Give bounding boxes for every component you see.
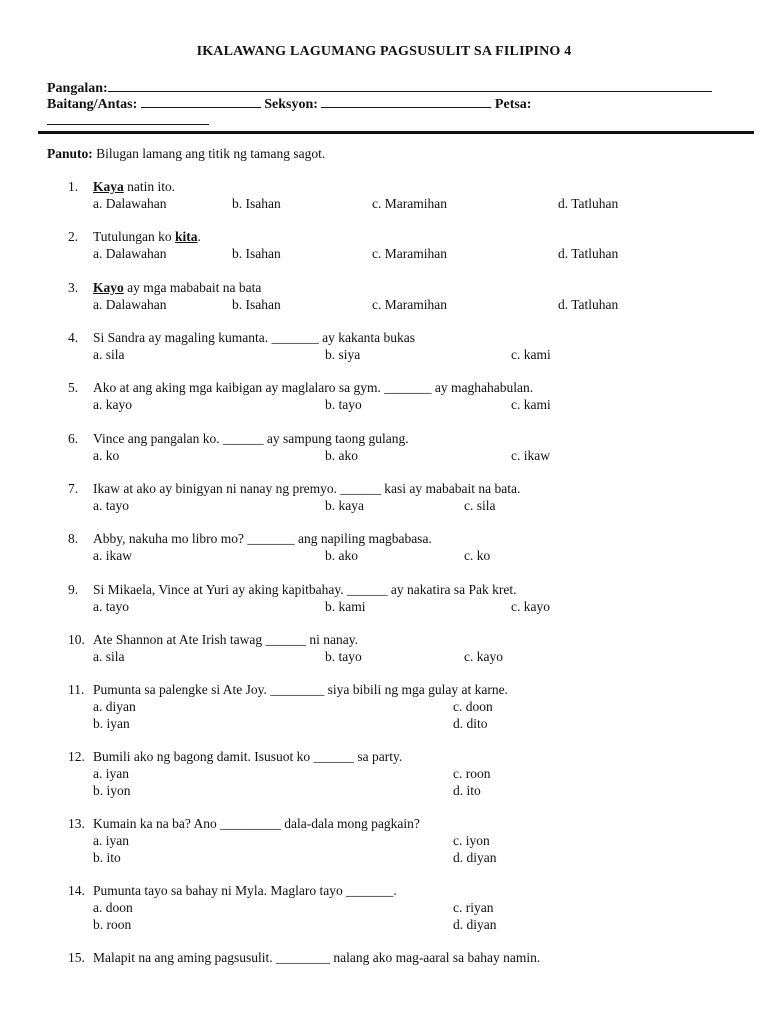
answer-option[interactable]: c. Maramihan <box>372 297 447 312</box>
answer-option[interactable]: c. Maramihan <box>372 196 447 211</box>
name-field[interactable] <box>108 79 712 92</box>
answer-option[interactable]: c. iyon <box>453 833 490 848</box>
question-suffix: ay mga mababait na bata <box>123 280 262 295</box>
answer-option[interactable]: b. ako <box>325 448 358 463</box>
question-number: 3. <box>68 280 79 295</box>
answer-option[interactable]: b. tayo <box>325 649 362 664</box>
question-number: 8. <box>68 531 79 546</box>
question-number: 13. <box>68 816 85 831</box>
question-text <box>93 229 201 245</box>
date-field[interactable] <box>47 112 209 125</box>
question-text: Pumunta sa palengke si Ate Joy. ________ siya bibili ng mga gulay at karne. <box>93 682 508 697</box>
answer-option[interactable]: a. tayo <box>93 599 129 614</box>
header-divider <box>38 131 754 134</box>
question-text: Ako at ang aking mga kaibigan ay maglalaro sa gym. _______ ay maghahabulan. <box>93 380 534 395</box>
answer-option[interactable]: c. ikaw <box>511 448 550 463</box>
answer-option[interactable]: c. roon <box>453 766 491 781</box>
answer-option[interactable]: d. Tatluhan <box>558 246 619 261</box>
answer-option[interactable]: b. kaya <box>325 498 364 513</box>
question-text: Ate Shannon at Ate Irish tawag ______ ni nanay. <box>93 632 358 647</box>
answer-option[interactable]: a. Dalawahan <box>93 246 167 261</box>
answer-option[interactable]: a. tayo <box>93 498 129 513</box>
answer-option[interactable]: b. ito <box>93 850 121 865</box>
grade-label: Baitang/Antas: <box>47 97 138 112</box>
grade-section-row <box>47 95 531 113</box>
question-number: 4. <box>68 330 79 345</box>
question-suffix: natin ito. <box>123 179 176 194</box>
answer-option[interactable]: b. iyan <box>93 716 130 731</box>
answer-option[interactable]: d. dito <box>453 716 488 731</box>
answer-option[interactable]: c. kami <box>511 397 551 412</box>
answer-option[interactable]: b. Isahan <box>232 196 281 211</box>
answer-option[interactable]: d. diyan <box>453 917 497 932</box>
answer-option[interactable]: c. Maramihan <box>372 246 447 261</box>
answer-option[interactable]: a. sila <box>93 649 125 664</box>
question-text: Malapit na ang aming pagsusulit. ________ nalang ako mag-aaral sa bahay namin. <box>93 950 541 965</box>
answer-option[interactable]: b. kami <box>325 599 366 614</box>
question-number: 7. <box>68 481 79 496</box>
question-suffix: . <box>197 229 201 244</box>
answer-option[interactable]: d. Tatluhan <box>558 297 619 312</box>
answer-option[interactable]: c. riyan <box>453 900 494 915</box>
underlined-keyword: Kaya <box>93 179 124 194</box>
answer-option[interactable]: b. iyon <box>93 783 131 798</box>
question-number: 5. <box>68 380 79 395</box>
answer-option[interactable]: a. ko <box>93 448 120 463</box>
answer-option[interactable]: d. Tatluhan <box>558 196 619 211</box>
underlined-keyword: Kayo <box>93 280 124 295</box>
answer-option[interactable]: a. Dalawahan <box>93 196 167 211</box>
answer-option[interactable]: a. sila <box>93 347 125 362</box>
instruction-text: Bilugan lamang ang titik ng tamang sagot. <box>96 146 326 161</box>
question-number: 9. <box>68 582 79 597</box>
date-row <box>47 112 209 130</box>
question-text: Abby, nakuha mo libro mo? _______ ang napiling magbabasa. <box>93 531 432 546</box>
question-number: 12. <box>68 749 85 764</box>
answer-option[interactable]: a. doon <box>93 900 133 915</box>
answer-option[interactable]: a. Dalawahan <box>93 297 167 312</box>
question-text: Ikaw at ako ay binigyan ni nanay ng premyo. ______ kasi ay mababait na bata. <box>93 481 521 496</box>
answer-option[interactable]: b. tayo <box>325 397 362 412</box>
question-number: 15. <box>68 950 85 965</box>
question-prefix: Tutulungan ko <box>93 229 176 244</box>
answer-option[interactable]: b. Isahan <box>232 246 281 261</box>
answer-option[interactable]: c. kayo <box>511 599 550 614</box>
answer-option[interactable]: d. ito <box>453 783 481 798</box>
instruction <box>47 146 325 162</box>
instruction-label: Panuto: <box>47 146 93 161</box>
answer-option[interactable]: d. diyan <box>453 850 497 865</box>
question-text: Vince ang pangalan ko. ______ ay sampung taong gulang. <box>93 431 409 446</box>
underlined-keyword: kita <box>175 229 198 244</box>
question-number: 14. <box>68 883 85 898</box>
question-number: 10. <box>68 632 85 647</box>
answer-option[interactable]: a. ikaw <box>93 548 132 563</box>
question-text: Kumain ka na ba? Ano _________ dala-dala mong pagkain? <box>93 816 420 831</box>
answer-option[interactable]: c. kayo <box>464 649 503 664</box>
question-number: 1. <box>68 179 79 194</box>
answer-option[interactable]: b. ako <box>325 548 358 563</box>
answer-option[interactable]: b. Isahan <box>232 297 281 312</box>
question-text: Si Mikaela, Vince at Yuri ay aking kapitbahay. ______ ay nakatira sa Pak kret. <box>93 582 517 597</box>
question-number: 2. <box>68 229 79 244</box>
section-field[interactable] <box>321 95 491 108</box>
question-text <box>93 179 175 195</box>
answer-option[interactable]: b. roon <box>93 917 132 932</box>
question-text: Bumili ako ng bagong damit. Isusuot ko ______ sa party. <box>93 749 403 764</box>
answer-option[interactable]: c. sila <box>464 498 496 513</box>
question-number: 6. <box>68 431 79 446</box>
page-title: IKALAWANG LAGUMANG PAGSUSULIT SA FILIPINO 4 <box>196 44 572 59</box>
answer-option[interactable]: a. kayo <box>93 397 132 412</box>
grade-field[interactable] <box>141 95 261 108</box>
answer-option[interactable]: a. diyan <box>93 699 136 714</box>
answer-option[interactable]: c. kami <box>511 347 551 362</box>
question-text: Si Sandra ay magaling kumanta. _______ ay kakanta bukas <box>93 330 416 345</box>
question-text: Pumunta tayo sa bahay ni Myla. Maglaro tayo _______. <box>93 883 397 898</box>
section-label: Seksyon: <box>264 97 318 112</box>
question-text <box>93 280 261 296</box>
date-label: Petsa: <box>494 97 532 112</box>
question-number: 11. <box>68 682 85 697</box>
answer-option[interactable]: c. ko <box>464 548 491 563</box>
answer-option[interactable]: c. doon <box>453 699 493 714</box>
answer-option[interactable]: a. iyan <box>93 833 129 848</box>
answer-option[interactable]: a. iyan <box>93 766 129 781</box>
answer-option[interactable]: b. siya <box>325 347 361 362</box>
name-label: Pangalan: <box>47 81 108 96</box>
